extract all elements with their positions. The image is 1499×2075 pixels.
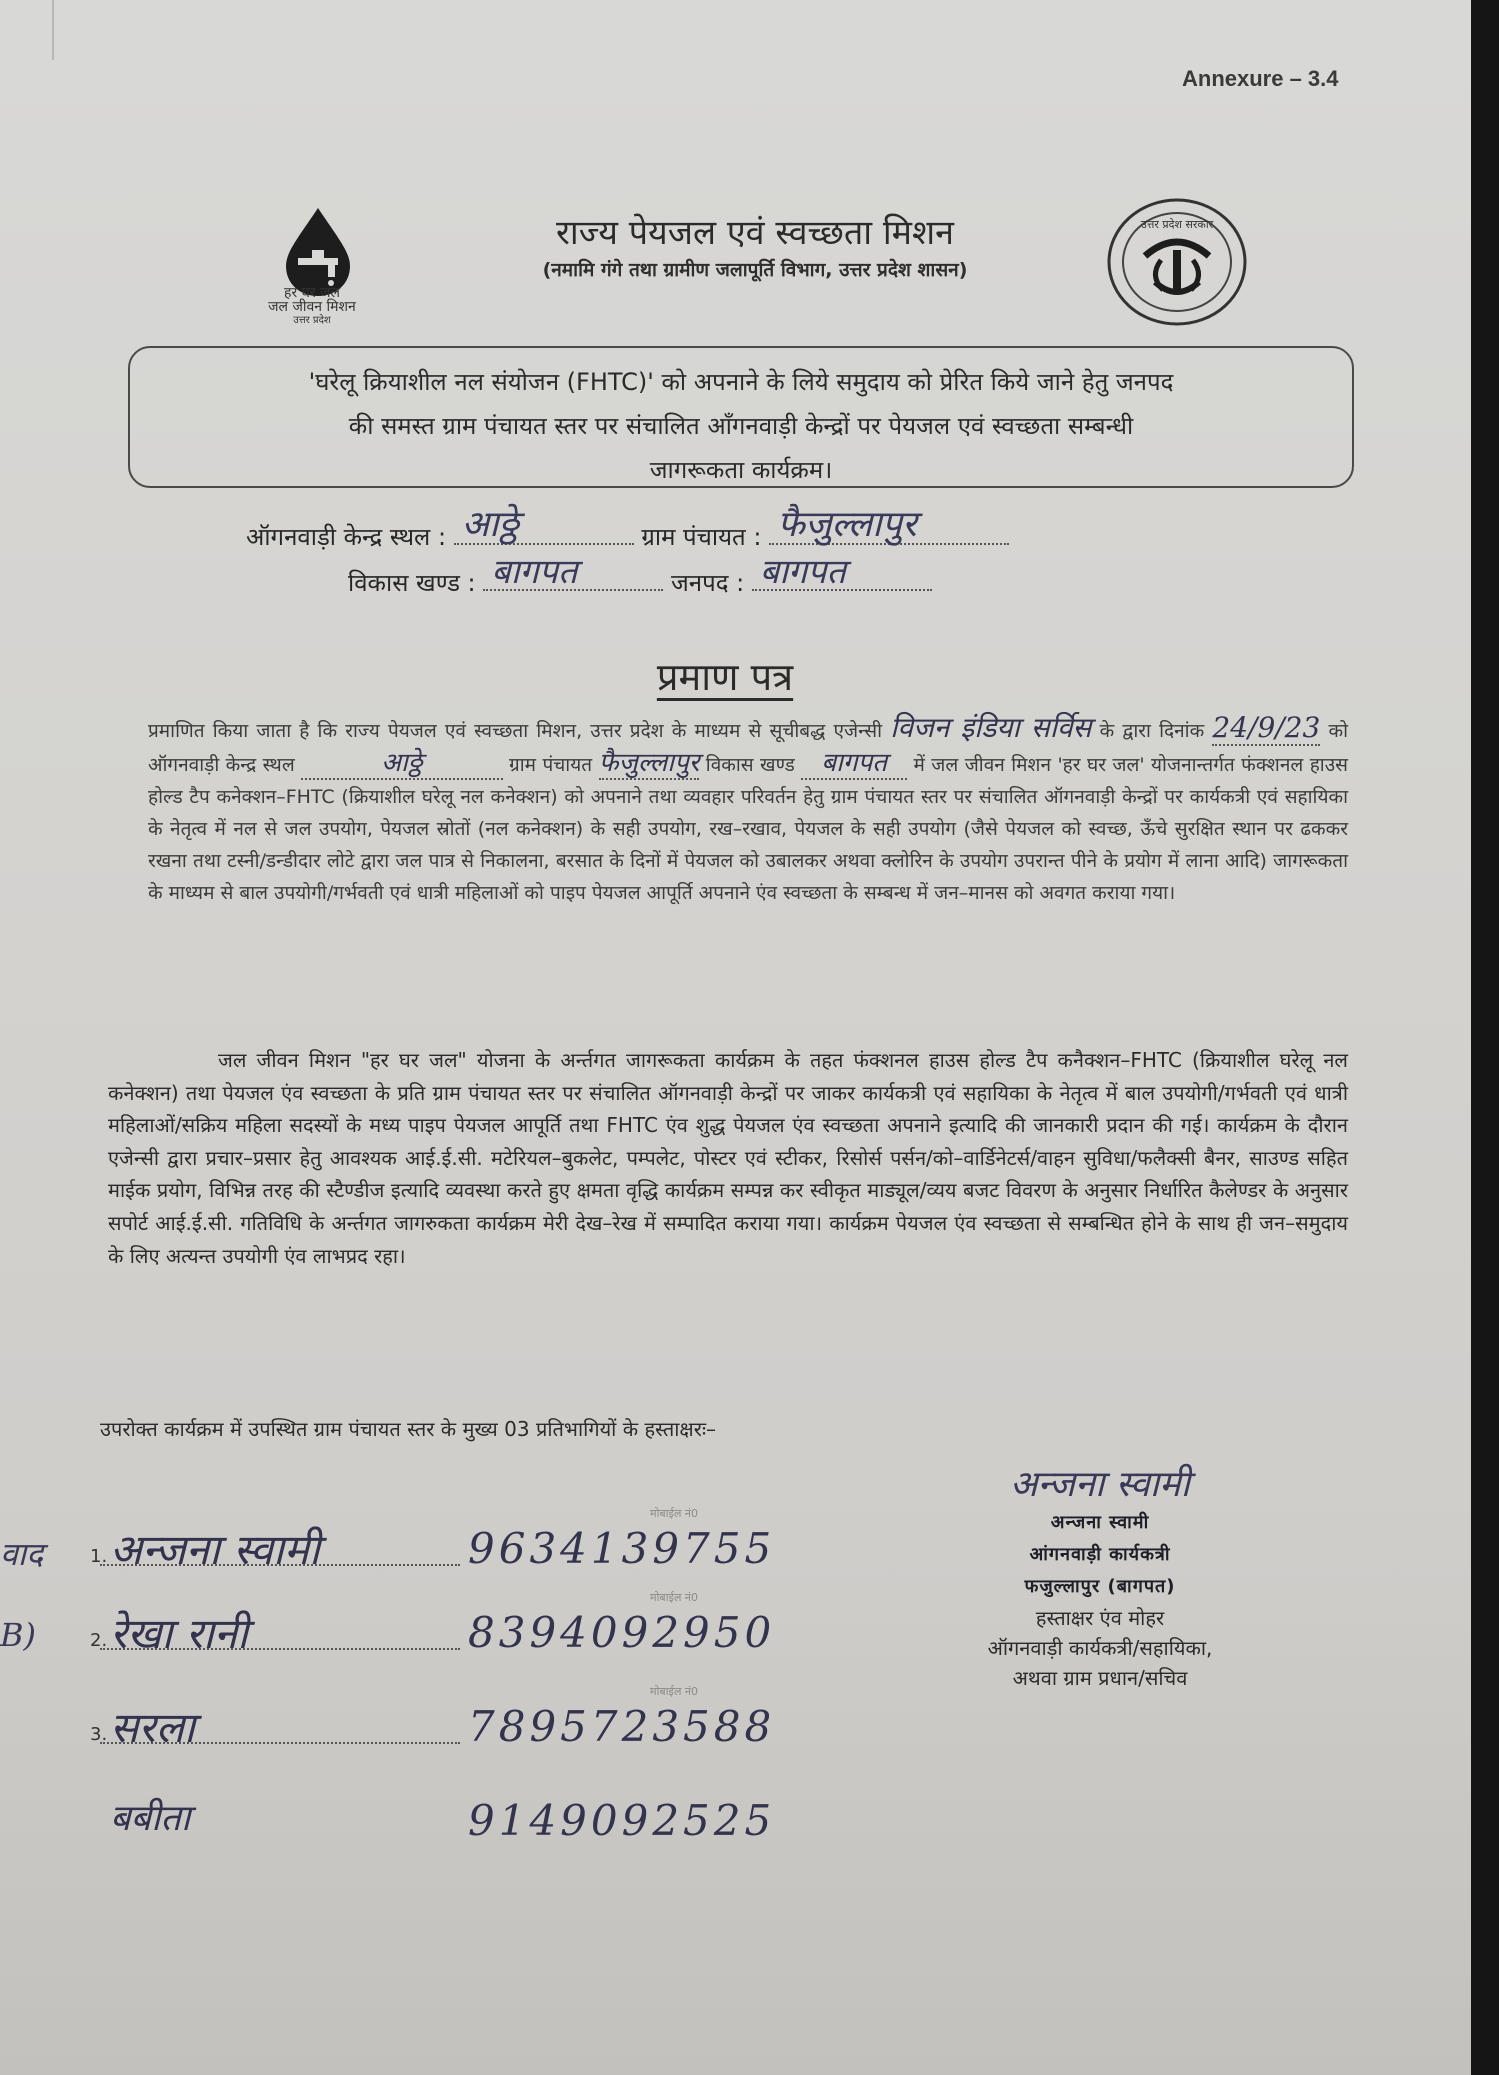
participant-num: 3. — [90, 1724, 108, 1745]
participant-row — [0, 1591, 900, 1684]
anganwadi-label: ऑगनवाड़ी केन्द्र स्थल : — [246, 523, 447, 551]
participant-row — [0, 1685, 900, 1778]
p1-text-a: प्रमाणित किया जाता है कि राज्य पेयजल एवं स्वच्छता मिशन, उत्तर प्रदेश के माध्यम से सूचीबद्ध एजेन्सी — [148, 720, 882, 742]
gram-panchayat-label: ग्राम पंचायत : — [641, 523, 762, 551]
janpad-field — [752, 552, 932, 592]
gp-handwritten: फैजुल्लापुर — [598, 748, 700, 778]
logo-line-1: हर घर जल — [284, 285, 340, 301]
vikas-khand-field — [483, 552, 663, 592]
mobile-label: मोबाईल नं0 — [650, 1591, 699, 1604]
gram-panchayat-value: फैजुल्लापुर — [777, 504, 917, 545]
p1-text-c: को ऑगनवाड़ी केन्द्र स्थल — [148, 720, 1349, 776]
logo-caption — [250, 286, 374, 328]
logo-line-3: उत्तर प्रदेश — [293, 315, 331, 326]
anganwadi-value: आठ्ठे — [461, 504, 520, 545]
janpad-label: जनपद : — [670, 569, 745, 597]
block-handwritten: बागपत — [801, 748, 907, 780]
certificate-paragraph-2: जल जीवन मिशन "हर घर जल" योजना के अर्न्तगत जागरूकता कार्यक्रम के तहत फंक्शनल हाउस होल्ड टैप कनैक्शन–FHTC (क्रियाशील घरेलू नल कनेक्शन) तथा पेयजल एंव स्वच्छता के प्रति ग्राम पंचायत स्तर पर संचालित ऑगनवाड़ी केन्द्रों पर जाकर कार्यकत्री एवं सहायिका के नेतृत्व में बाल उपयोगी/गर्भवती एवं धात्री महिलाओं/सक्रिय महिला सदस्यों के मध्य पाइप पेयजल आपूर्ति तथा FHTC एंव शुद्ध पेयजल एंव स्वच्छता अपनाने इत्यादि की जानकारी प्रदान की गई। कार्यक्रम के दौरान एजेन्सी द्वारा प्रचार–प्रसार हेतु आवश्यक आई.ई.सी. मटेरियल–बुकलेट, पम्पलेट, पोस्टर एवं स्टीकर, रिसोर्स पर्सन/को–वार्डिनेटर्स/वाहन सुविधा/फलैक्सी बैनर, साउण्ड सहित माईक प्रयोग, विभिन्न तरह की स्टैण्डीज इत्यादि व्यवस्था करते हुए क्षमता वृद्धि कार्यक्रम सम्पन्न कर स्वीकृत माड्यूल/व्यय बजट विवरण के अनुसार निर्धारित कैलेण्डर के अनुसार सपोर्ट आई.ई.सी. गतिविधि के अर्न्तगत जागरुकता कार्यक्रम मेरी देख–रेख में सम्पादित कराया गया। कार्यक्रम पेयजल एंव स्वच्छता से सम्बन्धित होने के साथ ही जन–समुदाय के लिए अत्यन्त उपयोगी एंव लाभप्रद रहा। — [108, 1048, 1348, 1268]
date-handwritten: 24/9/23 — [1212, 711, 1321, 744]
signature-block — [930, 1458, 1270, 1693]
program-line-2: की समस्त ग्राम पंचायत स्तर पर संचालित आँगनवाड़ी केन्द्रों पर पेयजल एवं स्वच्छता सम्बन्धी — [348, 412, 1134, 440]
p1-text-f: में जल जीवन मिशन 'हर घर जल' योजनान्तर्गत फंक्शनल हाउस होल्ड टैप कनेक्शन–FHTC (क्रियाशील घरेलू नल कनेक्शन) को अपनाने तथा व्यवहार परिवर्तन हेतु ग्राम पंचायत स्तर पर संचालित ऑगनवाड़ी केन्द्रों पर कार्यकत्री एवं सहायिका के नेतृत्व में नल से जल उपयोग, पेयजल स्रोतों (नल कनेक्शन) के सही उपयोग, रख–रखाव, पेयजल के सही उपयोग (जैसे पेयजल को स्वच्छ, ऊँचे सुरक्षित स्थान पर ढककर रखना तथा टस्नी/डन्डीदार लोटे द्वारा जल पात्र से निकालना, बरसात के दिनों में पेयजल को उबालकर अथवा क्लोरिन के उपयोग उपरान्त पीने के प्रयोग में लाना आदि) जागरूकता के माध्यम से बाल उपयोगी/गर्भवती एवं धात्री महिलाओं को पाइप पेयजल आपूर्ति अपनाने एंव स्वच्छता के सम्बन्ध में जन–मानस को अवगत कराया गया। — [148, 754, 1348, 904]
anganwadi-field — [454, 504, 634, 545]
janpad-value: बागपत — [759, 552, 846, 592]
margin-note-1: वाद — [0, 1535, 44, 1573]
annexure-label: Annexure – 3.4 — [1182, 66, 1339, 91]
site-handwritten: आठ्ठे — [301, 748, 502, 780]
participant-phone: 7895723588 — [468, 1702, 776, 1751]
participant-phone: 9634139755 — [468, 1524, 776, 1573]
participants-list — [0, 1507, 900, 1920]
participant-row — [0, 1507, 900, 1600]
stamp-line-2: आंगनवाड़ी कार्यकत्री — [1029, 1544, 1171, 1565]
p1-text-b: के द्वारा दिनांक — [1099, 720, 1205, 742]
program-box — [128, 346, 1354, 488]
mission-subtitle: (नमामि गंगे तथा ग्रामीण जलापूर्ति विभाग, उत्तर प्रदेश शासन) — [542, 259, 968, 281]
mobile-label: मोबाईल नं0 — [650, 1507, 699, 1520]
certificate-paragraph-1 — [148, 712, 1348, 909]
agency-handwritten: विजन इंडिया सर्विस — [890, 711, 1092, 744]
certificate-title: प्रमाण पत्र — [656, 655, 794, 699]
participant-name: सरला — [110, 1703, 195, 1752]
participant-name: रेखा रानी — [110, 1609, 249, 1658]
mobile-label: मोबाईल नं0 — [650, 1685, 699, 1698]
signature-caption-3: अथवा ग्राम प्रधान/सचिव — [1012, 1666, 1188, 1690]
participant-num: 2. — [90, 1630, 108, 1651]
participant-name: बबीता — [110, 1798, 191, 1839]
stamp-line-1: अन्जना स्वामी — [1050, 1512, 1150, 1533]
mission-title: राज्य पेयजल एवं स्वच्छता मिशन — [556, 213, 954, 253]
signature-caption-2: ऑगनवाड़ी कार्यकत्री/सहायिका, — [987, 1636, 1213, 1660]
stamp-line-3: फजुल्लापुर (बागपत) — [1024, 1576, 1176, 1597]
program-line-1: 'घरेलू क्रियाशील नल संयोजन (FHTC)' को अपनाने के लिये समुदाय को प्रेरित किये जाने हेतु जनपद — [308, 368, 1174, 396]
gram-panchayat-field — [769, 504, 1009, 545]
p1-text-e: विकास खण्ड — [705, 754, 795, 776]
p1-text-d: ग्राम पंचायत — [509, 754, 593, 776]
participant-row — [0, 1792, 900, 1872]
program-line-3: जागरूकता कार्यक्रम। — [649, 456, 833, 484]
vikas-khand-value: बागपत — [491, 552, 578, 592]
participant-name: अन्जना स्वामी — [110, 1525, 320, 1574]
seal-text: उत्तर प्रदेश सरकार — [1140, 218, 1214, 231]
certificate-paragraph-3: उपरोक्त कार्यक्रम में उपस्थित ग्राम पंचायत स्तर के मुख्य 03 प्रतिभागियों के हस्ताक्षरः– — [100, 1417, 716, 1441]
participant-phone: 9149092525 — [468, 1796, 776, 1845]
participant-num: 1. — [90, 1546, 108, 1567]
vikas-khand-label: विकास खण्ड : — [348, 569, 476, 597]
participant-phone: 8394092950 — [468, 1608, 776, 1657]
handwritten-signature: अन्जना स्वामी — [1010, 1464, 1190, 1505]
signature-caption-1: हस्ताक्षर एंव मोहर — [1035, 1606, 1165, 1630]
fold-mark — [52, 0, 54, 60]
margin-note-2: B) — [0, 1616, 36, 1654]
scan-dark-edge — [1471, 0, 1499, 2075]
logo-line-2: जल जीवन मिशन — [268, 299, 356, 315]
